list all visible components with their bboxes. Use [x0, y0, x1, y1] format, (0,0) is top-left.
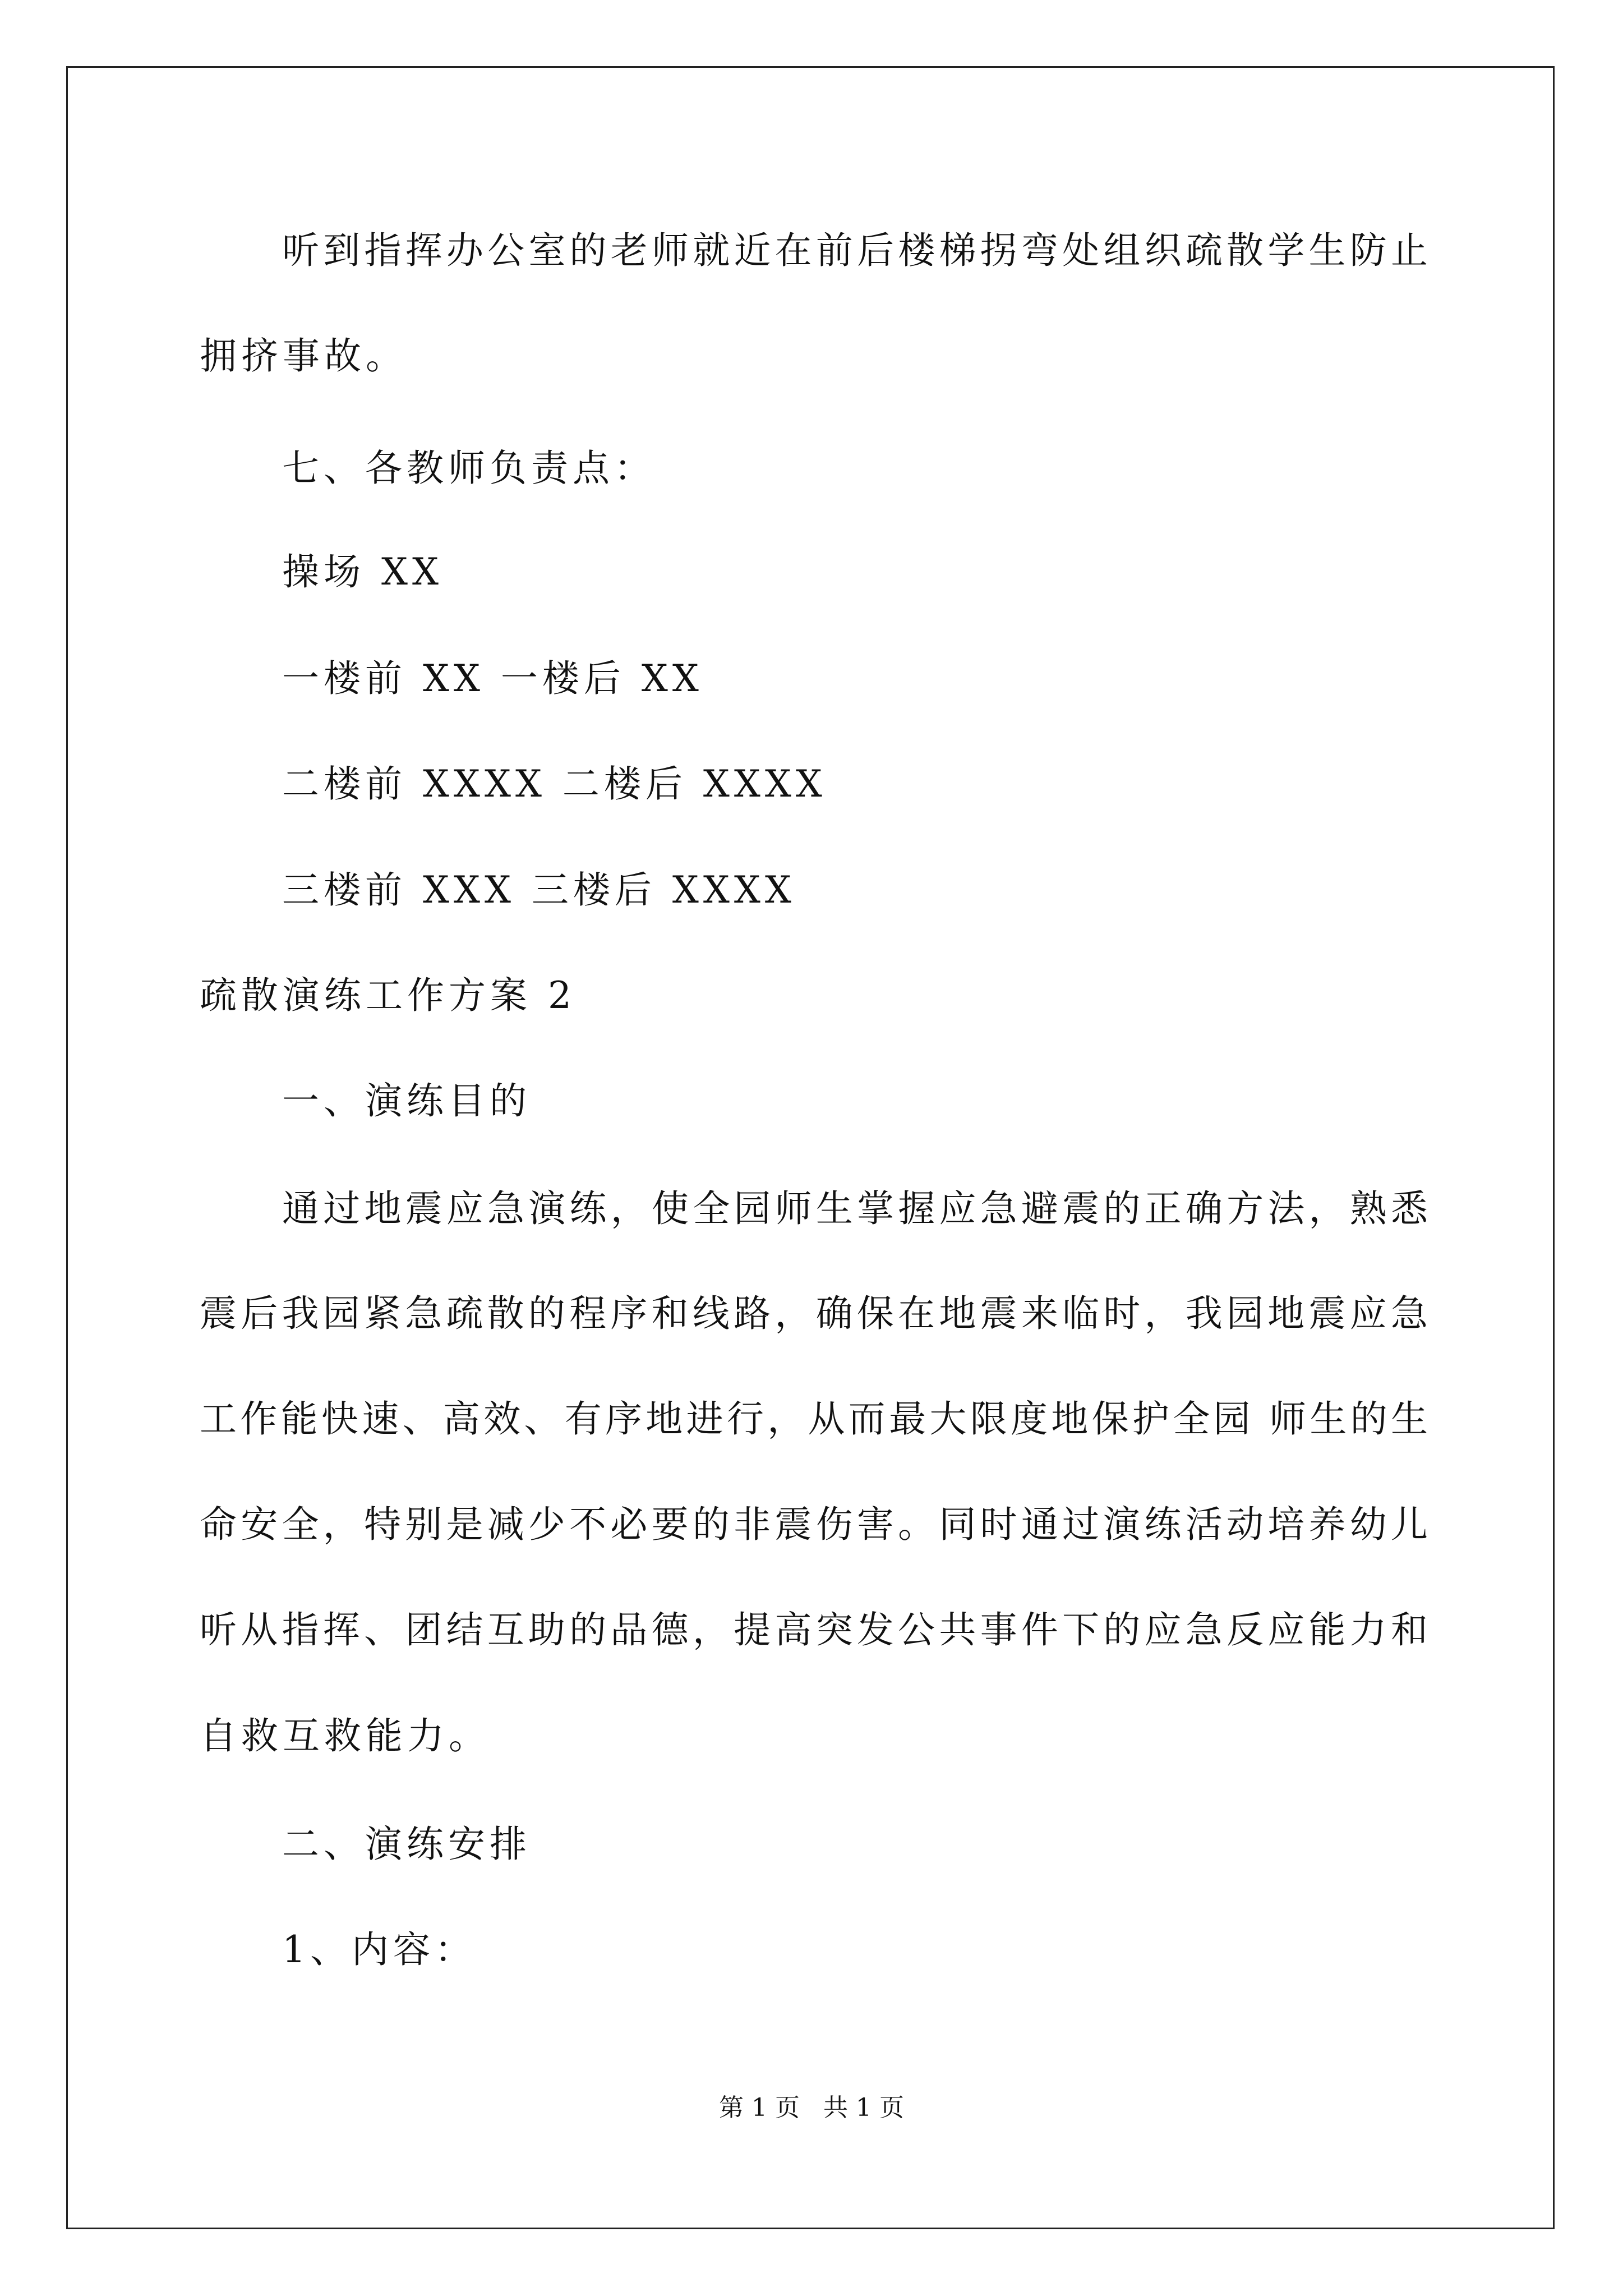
assignment-line: 三楼前 XXX 三楼后 XXXX — [282, 868, 796, 912]
paragraph-line: 听从指挥、团结互助的品德，提高突发公共事件下的应急反应能力和 — [200, 1608, 1428, 1651]
paragraph-line: 拥挤事故。 — [200, 334, 407, 378]
section-heading: 一、演练目的 — [282, 1079, 531, 1122]
paragraph-line: 震后我园紧急疏散的程序和线路，确保在地震来临时，我园地震应急 — [200, 1292, 1428, 1335]
section-heading: 七、各教师负责点： — [282, 447, 656, 490]
section-heading: 二、演练安排 — [282, 1823, 531, 1866]
assignment-line: 操场 XX — [282, 550, 443, 593]
assignment-line: 二楼前 XXXX 二楼后 XXXX — [282, 762, 827, 806]
paragraph-line: 工作能快速、高效、有序地进行，从而最大限度地保护全园 师生的生 — [200, 1397, 1428, 1441]
paragraph-line: 命安全，特别是减少不必要的非震伤害。同时通过演练活动培养幼儿 — [200, 1503, 1428, 1546]
page-border — [66, 66, 1555, 2229]
assignment-line: 一楼前 XX 一楼后 XX — [282, 657, 703, 700]
paragraph-line: 通过地震应急演练，使全园师生掌握应急避震的正确方法，熟悉 — [282, 1187, 1428, 1230]
page-footer: 第 1 页 共 1 页 — [719, 2093, 904, 2122]
paragraph-line: 听到指挥办公室的老师就近在前后楼梯拐弯处组织疏散学生防止 — [282, 229, 1428, 272]
document-title: 疏散演练工作方案 2 — [200, 974, 576, 1017]
subsection-heading: 1、内容： — [282, 1928, 476, 1971]
paragraph-line: 自救互救能力。 — [200, 1714, 490, 1757]
